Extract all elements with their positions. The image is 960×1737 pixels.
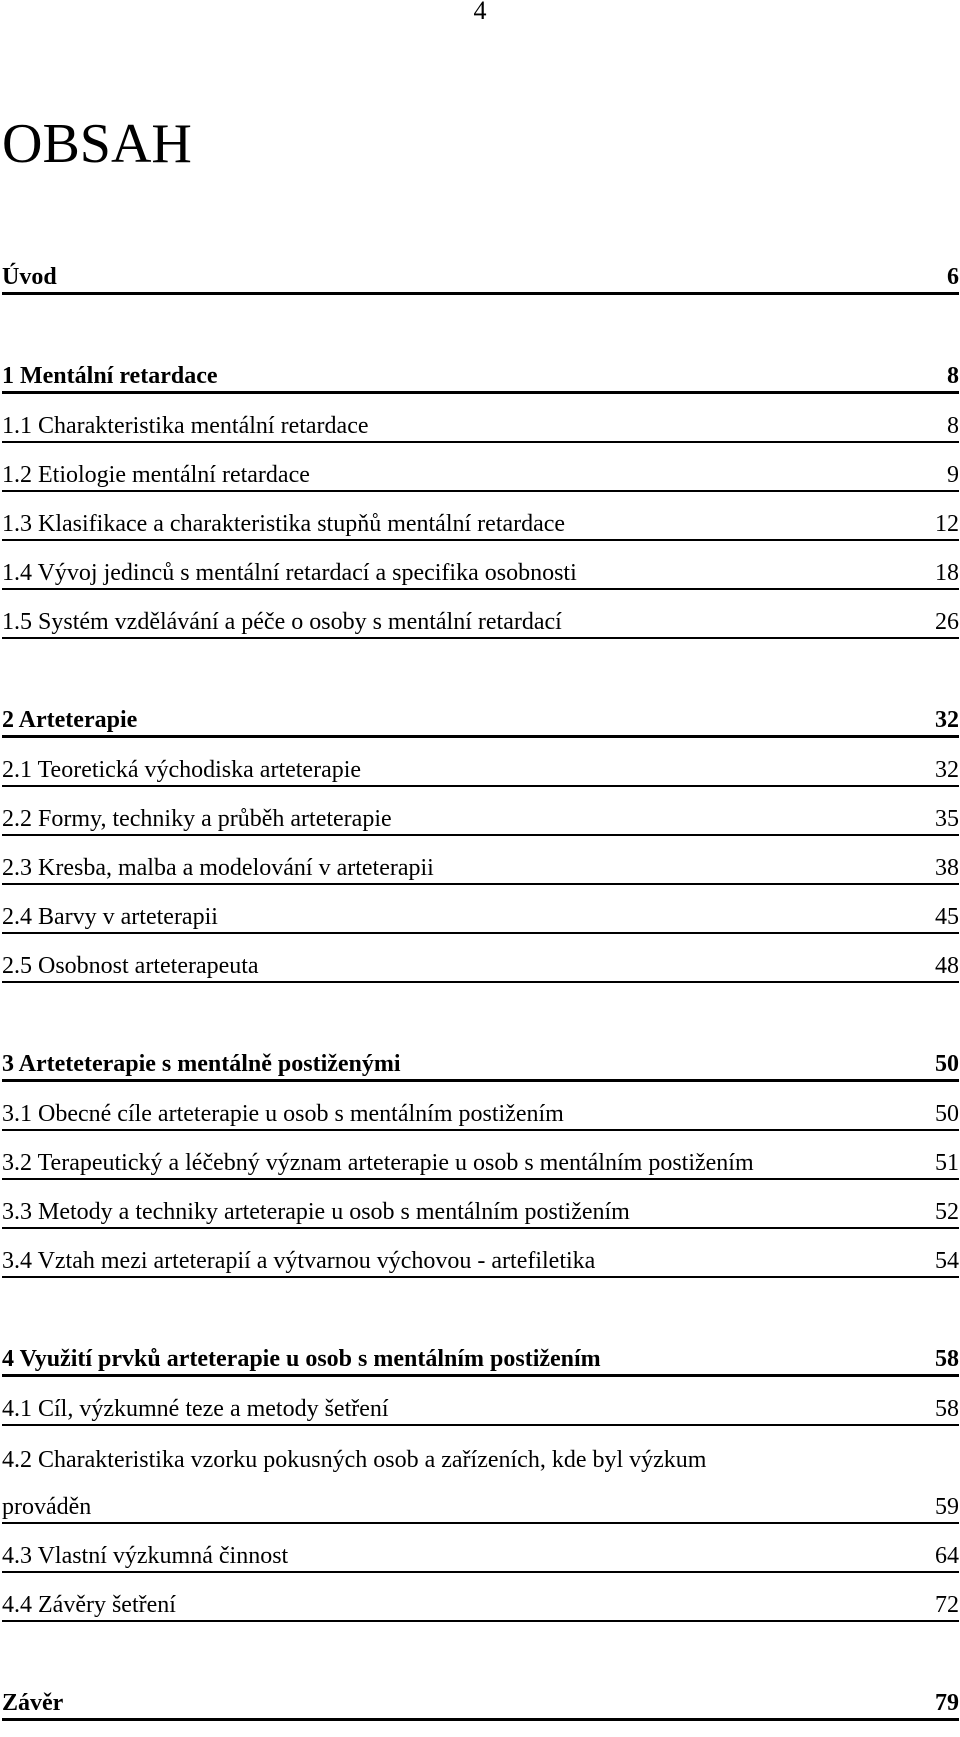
- toc-entry-label: 1.3 Klasifikace a charakteristika stupňů mentální retardace: [2, 511, 566, 537]
- toc-entry-page: 50: [935, 1051, 959, 1077]
- toc-entry-4-3[interactable]: [2, 1537, 959, 1573]
- toc-entry-1-1[interactable]: [2, 407, 959, 443]
- toc-entry-label: 2.5 Osobnost arteterapeuta: [2, 953, 259, 979]
- toc-entry-label: 3.4 Vztah mezi arteterapií a výtvarnou výchovou - artefiletika: [2, 1248, 596, 1274]
- toc-entry-page: 9: [947, 462, 959, 488]
- toc-entry-page: 64: [935, 1543, 959, 1569]
- toc-entry-page: 26: [935, 609, 959, 635]
- toc-entry-page: 6: [947, 264, 959, 290]
- toc-entry-label: 4.4 Závěry šetření: [2, 1592, 176, 1618]
- toc-entry-label: 4.3 Vlastní výzkumná činnost: [2, 1543, 289, 1569]
- toc-entry-page: 50: [935, 1101, 959, 1127]
- toc-entry-label: 1.1 Charakteristika mentální retardace: [2, 413, 369, 439]
- toc-entry-uvod[interactable]: [2, 259, 959, 295]
- toc-entry-label: 3.1 Obecné cíle arteterapie u osob s mentálním postižením: [2, 1101, 564, 1127]
- toc-entry-label: 2 Arteterapie: [2, 707, 138, 733]
- toc-entry-label: 4.2 Charakteristika vzorku pokusných osob a zařízeních, kde byl výzkum: [2, 1447, 707, 1473]
- toc-entry-3-2[interactable]: [2, 1144, 959, 1180]
- toc-entry-chapter-2[interactable]: [2, 702, 959, 738]
- toc-entry-zaver[interactable]: [2, 1685, 959, 1721]
- toc-entry-label: 3.3 Metody a techniky arteterapie u osob s mentálním postižením: [2, 1199, 630, 1225]
- toc-entry-label: 1.4 Vývoj jedinců s mentální retardací a specifika osobnosti: [2, 560, 577, 586]
- toc-entry-page: 12: [935, 511, 959, 537]
- toc-entry-1-2[interactable]: [2, 456, 959, 492]
- toc-entry-label: 1.2 Etiologie mentální retardace: [2, 462, 310, 488]
- toc-entry-label: 2.2 Formy, techniky a průběh arteterapie: [2, 806, 392, 832]
- toc-entry-label: 3.2 Terapeutický a léčebný význam arteterapie u osob s mentálním postižením: [2, 1150, 754, 1176]
- toc-entry-label: 1.5 Systém vzdělávání a péče o osoby s mentální retardací: [2, 609, 562, 635]
- toc-entry-label: 2.4 Barvy v arteterapii: [2, 904, 218, 930]
- toc-entry-page: 35: [935, 806, 959, 832]
- toc-entry-page: 51: [935, 1150, 959, 1176]
- toc-entry-label: 2.3 Kresba, malba a modelování v arteterapii: [2, 855, 434, 881]
- toc-entry-page: 45: [935, 904, 959, 930]
- toc-entry-label: 4 Využití prvků arteterapie u osob s mentálním postižením: [2, 1346, 601, 1372]
- toc-entry-label: Závěr: [2, 1690, 64, 1716]
- page-title: OBSAH: [2, 113, 192, 175]
- toc-entry-2-1[interactable]: [2, 751, 959, 787]
- toc-entry-2-3[interactable]: [2, 849, 959, 885]
- toc-entry-4-2-continued[interactable]: [2, 1488, 959, 1524]
- toc-entry-chapter-3[interactable]: [2, 1046, 959, 1082]
- toc-entry-page: 52: [935, 1199, 959, 1225]
- toc-entry-2-2[interactable]: [2, 800, 959, 836]
- toc-entry-page: 59: [935, 1494, 959, 1520]
- toc-entry-page: 79: [935, 1690, 959, 1716]
- toc-entry-4-4[interactable]: [2, 1586, 959, 1622]
- toc-entry-label: 4.1 Cíl, výzkumné teze a metody šetření: [2, 1396, 389, 1422]
- toc-entry-3-4[interactable]: [2, 1242, 959, 1278]
- toc-entry-2-5[interactable]: [2, 947, 959, 983]
- toc-entry-page: 58: [935, 1396, 959, 1422]
- toc-entry-2-4[interactable]: [2, 898, 959, 934]
- toc-entry-page: 8: [947, 363, 959, 389]
- toc-entry-3-3[interactable]: [2, 1193, 959, 1229]
- toc-entry-1-4[interactable]: [2, 554, 959, 590]
- toc-entry-label: 3 Arteteterapie s mentálně postiženými: [2, 1051, 401, 1077]
- toc-entry-1-3[interactable]: [2, 505, 959, 541]
- toc-entry-label: prováděn: [2, 1494, 92, 1520]
- toc-entry-page: 32: [935, 707, 959, 733]
- toc-entry-4-1[interactable]: [2, 1390, 959, 1426]
- toc-entry-page: 18: [935, 560, 959, 586]
- toc-entry-4-2[interactable]: [2, 1439, 959, 1475]
- toc-entry-label: 2.1 Teoretická východiska arteterapie: [2, 757, 362, 783]
- toc-entry-1-5[interactable]: [2, 603, 959, 639]
- toc-entry-page: 58: [935, 1346, 959, 1372]
- toc-entry-label: Úvod: [2, 264, 57, 290]
- toc-entry-chapter-4[interactable]: [2, 1341, 959, 1377]
- toc-entry-page: 8: [947, 413, 959, 439]
- toc-entry-page: 72: [935, 1592, 959, 1618]
- toc-entry-page: 48: [935, 953, 959, 979]
- toc-entry-page: 38: [935, 855, 959, 881]
- toc-entry-page: 54: [935, 1248, 959, 1274]
- toc-entry-chapter-1[interactable]: [2, 358, 959, 394]
- toc-entry-3-1[interactable]: [2, 1095, 959, 1131]
- toc-entry-label: 1 Mentální retardace: [2, 363, 218, 389]
- page-number: 4: [473, 0, 487, 25]
- toc-entry-page: 32: [935, 757, 959, 783]
